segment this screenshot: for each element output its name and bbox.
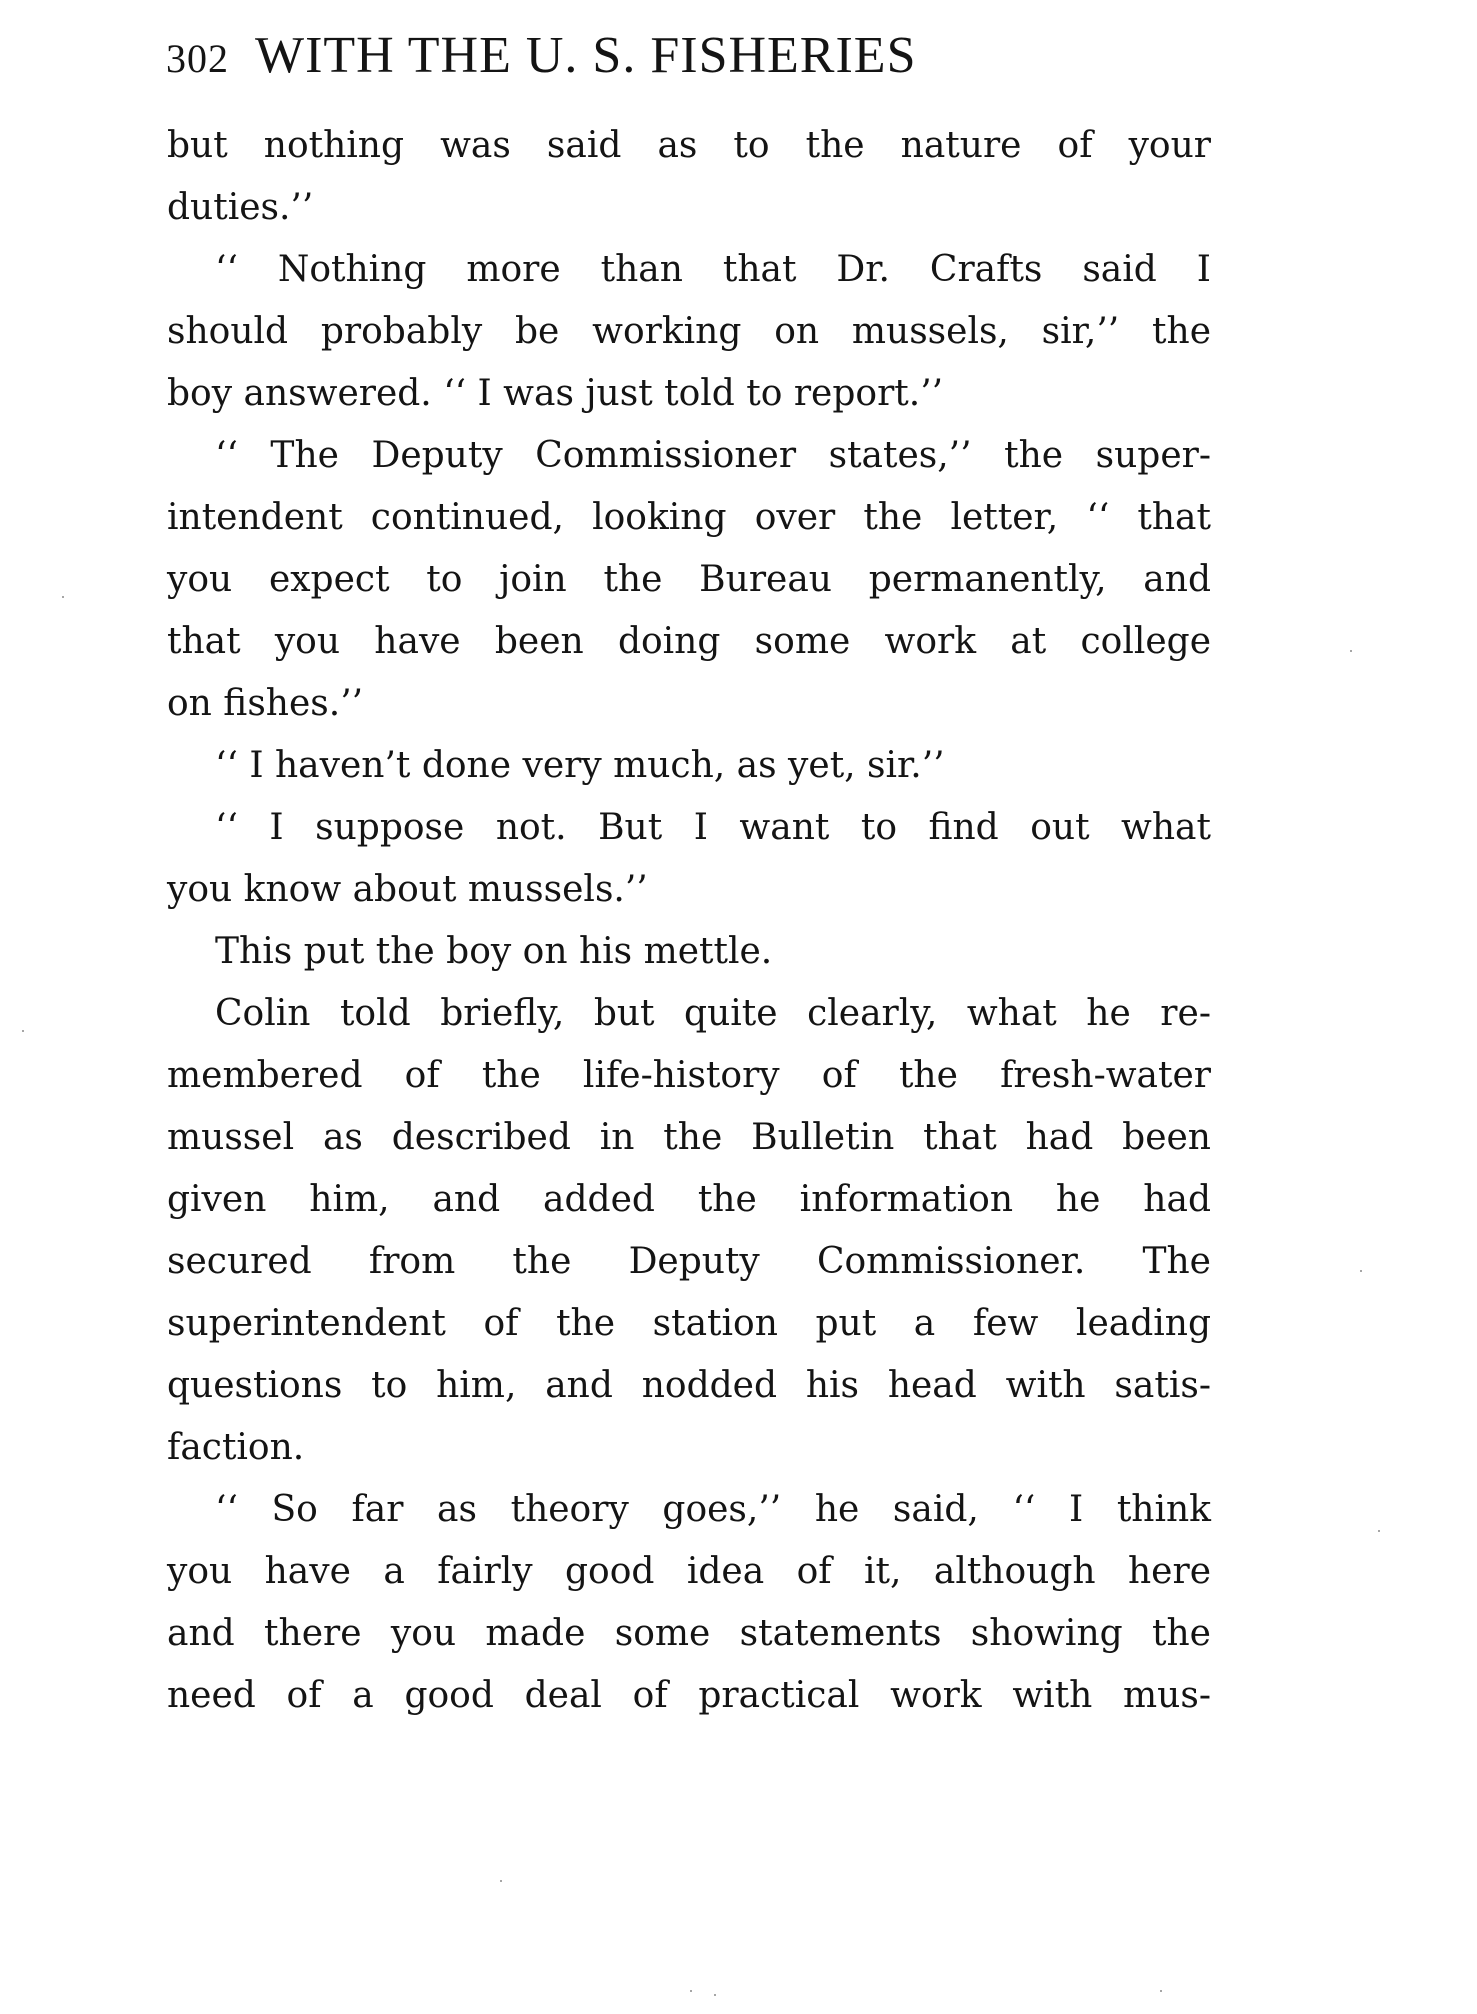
paper-speck	[714, 1994, 716, 1996]
text-line: superintendent of the station put a few leading	[167, 1303, 1211, 1344]
text-line: mussel as described in the Bulletin that had been	[167, 1117, 1211, 1158]
paper-speck	[1360, 1270, 1362, 1272]
text-line: boy answered. ‘‘ I was just told to report.’’	[167, 373, 944, 414]
text-line: need of a good deal of practical work with mus-	[167, 1675, 1211, 1716]
text-line: secured from the Deputy Commissioner. The	[167, 1241, 1211, 1282]
text-line: you have a fairly good idea of it, although here	[167, 1551, 1211, 1592]
text-line: that you have been doing some work at college	[167, 621, 1211, 662]
paper-speck	[500, 1880, 502, 1882]
text-line: should probably be working on mussels, sir,’’ the	[167, 311, 1211, 352]
text-line: ‘‘ The Deputy Commissioner states,’’ the super-	[215, 435, 1211, 476]
text-line: ‘‘ I haven’t done very much, as yet, sir.’’	[215, 745, 945, 786]
text-line: ‘‘ Nothing more than that Dr. Crafts said I	[215, 249, 1211, 290]
paper-speck	[690, 1990, 692, 1992]
paper-speck	[1160, 1990, 1162, 1992]
text-line: duties.’’	[167, 187, 314, 228]
text-line: membered of the life-history of the fresh-water	[167, 1055, 1211, 1096]
paper-speck	[1350, 650, 1352, 652]
text-line: This put the boy on his mettle.	[215, 931, 773, 972]
body-text	[167, 115, 1211, 1727]
text-line: Colin told briefly, but quite clearly, what he re-	[215, 993, 1211, 1034]
text-line: given him, and added the information he had	[167, 1179, 1211, 1220]
text-line: on fishes.’’	[167, 683, 364, 724]
paper-speck	[62, 596, 64, 598]
text-line: but nothing was said as to the nature of your	[167, 125, 1211, 166]
running-head	[166, 26, 1226, 86]
page-number: 302	[166, 36, 229, 81]
text-line: ‘‘ I suppose not. But I want to find out what	[215, 807, 1211, 848]
text-line: questions to him, and nodded his head with satis-	[167, 1365, 1211, 1406]
text-line: intendent continued, looking over the letter, ‘‘ that	[167, 497, 1211, 538]
running-title: WITH THE U. S. FISHERIES	[255, 27, 917, 84]
text-line: ‘‘ So far as theory goes,’’ he said, ‘‘ I think	[215, 1489, 1211, 1530]
text-line: you expect to join the Bureau permanently, and	[167, 559, 1211, 600]
text-line: you know about mussels.’’	[167, 869, 648, 910]
text-line: and there you made some statements showing the	[167, 1613, 1211, 1654]
paper-speck	[22, 1030, 24, 1032]
text-line: faction.	[167, 1427, 305, 1468]
paper-speck	[1378, 1530, 1380, 1532]
